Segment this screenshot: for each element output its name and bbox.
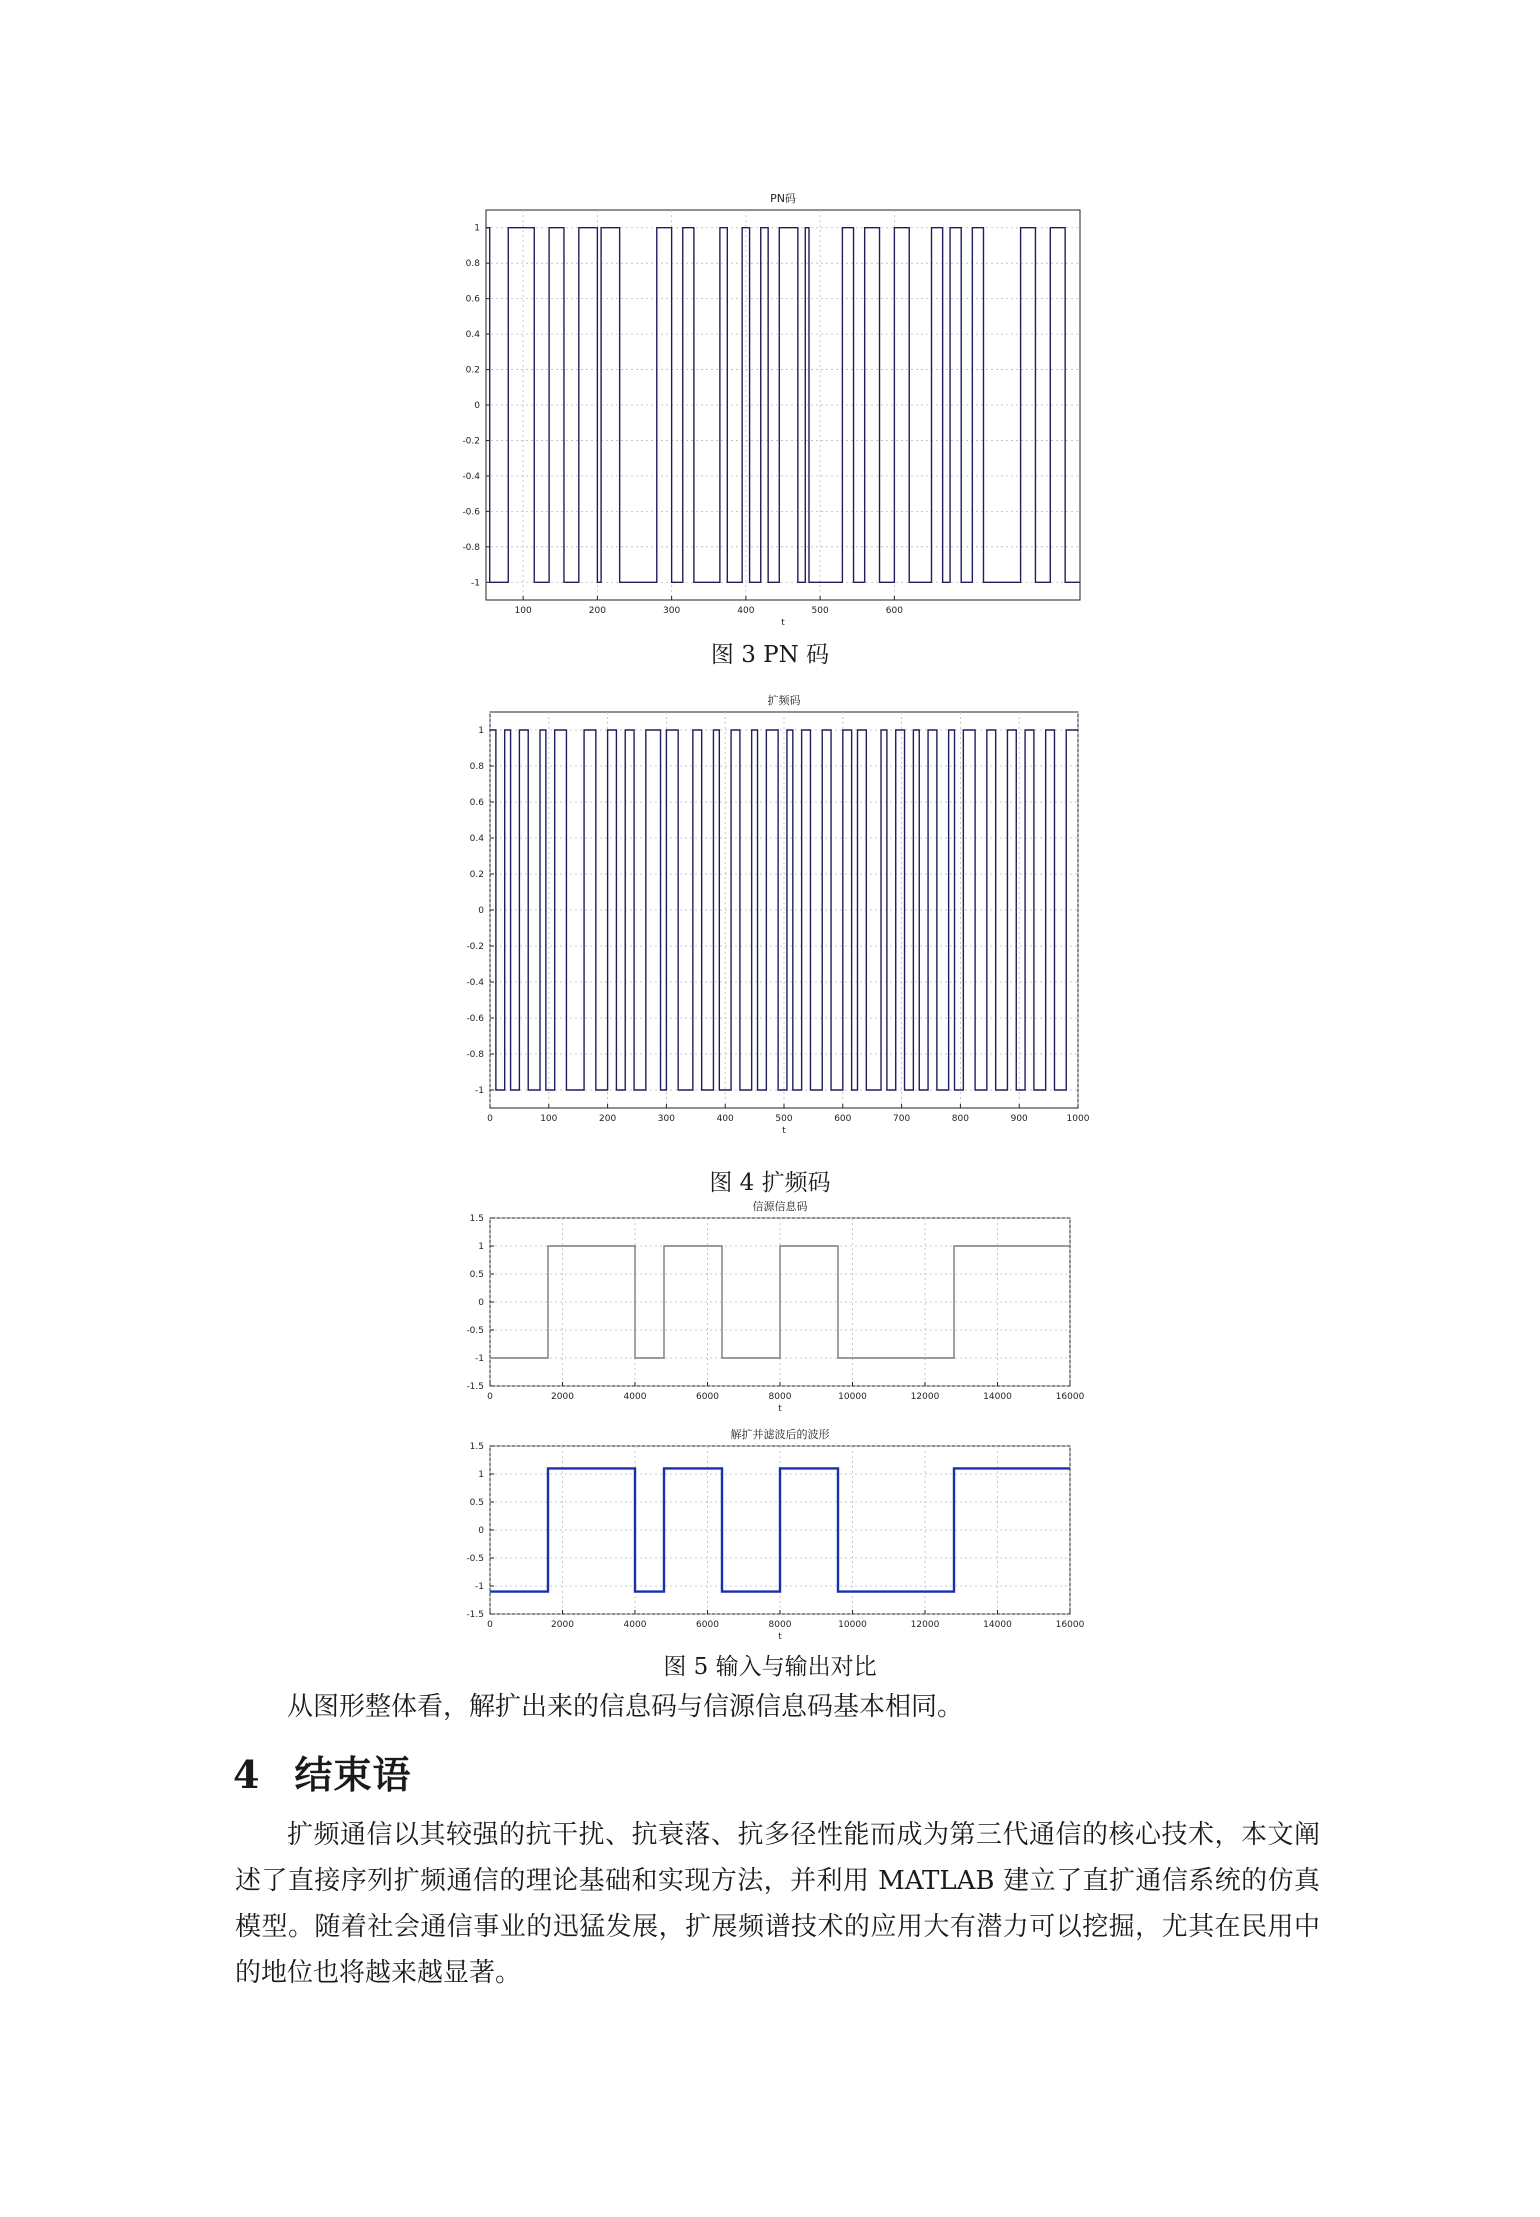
x-tick-label: 200: [599, 1114, 617, 1124]
section-title: 结束语: [294, 1752, 412, 1797]
section-number: 4: [233, 1752, 261, 1797]
y-tick-label: -0.6: [462, 507, 480, 518]
x-tick-label: 2000: [551, 1620, 574, 1630]
x-tick-label: 200: [588, 606, 606, 616]
x-tick-label: 14000: [983, 1392, 1012, 1402]
x-tick-label: 6000: [696, 1620, 719, 1630]
x-tick-label: 8000: [768, 1392, 792, 1402]
y-tick-label: -0.5: [466, 1554, 484, 1564]
conclusion-paragraph: 扩频通信以其较强的抗干扰、抗衰落、抗多径性能而成为第三代通信的核心技术，本文阐述了直接序列扩频通信的理论基础和实现方法，并利用 MATLAB 建立了直扩通信系统的仿真模型。随着社会通信事业的迅猛发展，扩展频谱技术的应用大有潜力可以挖掘，尤其在民用中的地位也将越来越显著。: [235, 1820, 1320, 1988]
y-tick-label: 0: [478, 906, 484, 916]
y-tick-label: 0: [474, 401, 480, 411]
y-tick-label: -0.4: [466, 978, 484, 988]
x-tick-label: 6000: [696, 1392, 719, 1402]
plot-title: 信源信息码: [752, 1200, 808, 1213]
figure-despread-filtered-wave: [460, 1428, 1090, 1643]
x-axis-label: t: [778, 1404, 782, 1414]
x-tick-label: 14000: [983, 1620, 1012, 1630]
y-tick-label: 1.5: [469, 1442, 484, 1452]
x-axis-label: t: [782, 1126, 786, 1136]
plot-title: 解扩并滤波后的波形: [730, 1428, 830, 1441]
y-tick-label: -1.5: [466, 1610, 484, 1620]
y-tick-label: 0.8: [465, 259, 480, 270]
y-tick-label: -1: [471, 578, 480, 589]
x-tick-label: 0: [487, 1114, 493, 1124]
plot-title: 扩频码: [767, 694, 801, 707]
y-tick-label: 0.4: [469, 834, 484, 844]
x-tick-label: 100: [540, 1114, 558, 1124]
figure-4-caption: 图 4 扩频码: [709, 1170, 831, 1196]
x-tick-label: 100: [514, 606, 532, 616]
figure-spread-code: [466, 690, 1090, 1140]
figure-3-caption: 图 3 PN 码: [710, 642, 830, 668]
y-tick-label: 0.6: [469, 798, 484, 808]
y-tick-label: -0.2: [462, 436, 480, 447]
x-tick-label: 12000: [910, 1392, 940, 1402]
y-tick-label: -0.5: [466, 1326, 484, 1336]
x-tick-label: 16000: [1055, 1392, 1085, 1402]
x-tick-label: 0: [487, 1620, 493, 1630]
y-tick-label: -1: [475, 1086, 484, 1096]
y-tick-label: -0.2: [466, 942, 484, 952]
x-tick-label: 2000: [551, 1392, 574, 1402]
y-tick-label: 0.2: [469, 870, 484, 880]
y-tick-label: -1.5: [466, 1382, 484, 1392]
y-tick-label: -1: [475, 1582, 484, 1592]
x-tick-label: 400: [737, 606, 755, 616]
x-tick-label: 4000: [623, 1620, 647, 1630]
summary-sentence: 从图形整体看，解扩出来的信息码与信源信息码基本相同。: [287, 1692, 964, 1722]
x-tick-label: 400: [716, 1114, 734, 1124]
x-tick-label: 300: [663, 606, 681, 616]
x-axis-label: t: [781, 618, 785, 628]
y-tick-label: -0.6: [466, 1014, 484, 1024]
y-tick-label: -0.4: [462, 471, 480, 482]
y-tick-label: 0.4: [465, 330, 480, 341]
y-tick-label: -0.8: [462, 542, 480, 553]
y-tick-label: 1: [474, 223, 480, 234]
x-tick-label: 700: [893, 1114, 911, 1124]
y-tick-label: 0.6: [465, 294, 480, 305]
x-tick-label: 500: [811, 606, 829, 616]
figure-5-caption: 图 5 输入与输出对比: [663, 1654, 877, 1680]
x-tick-label: 900: [1010, 1114, 1028, 1124]
x-tick-label: 600: [885, 606, 903, 616]
plot-title: PN码: [770, 192, 796, 205]
y-tick-label: 0: [478, 1526, 484, 1536]
x-tick-label: 10000: [838, 1392, 867, 1402]
y-tick-label: 0.8: [469, 762, 484, 772]
figure-pn-code: [462, 190, 1090, 630]
figure-source-info-code: [460, 1200, 1090, 1414]
x-tick-label: 16000: [1055, 1620, 1085, 1630]
x-tick-label: 12000: [910, 1620, 940, 1630]
x-tick-label: 4000: [623, 1392, 647, 1402]
y-tick-label: 0.2: [465, 365, 480, 376]
y-tick-label: 1: [478, 726, 484, 736]
y-tick-label: -1: [475, 1354, 484, 1364]
x-tick-label: 500: [775, 1114, 793, 1124]
y-tick-label: 0: [478, 1298, 484, 1308]
x-tick-label: 600: [834, 1114, 852, 1124]
x-tick-label: 300: [657, 1114, 675, 1124]
x-tick-label: 0: [487, 1392, 493, 1402]
y-tick-label: 0.5: [469, 1498, 484, 1508]
x-tick-label: 800: [951, 1114, 969, 1124]
x-tick-label: 1000: [1066, 1114, 1090, 1124]
x-tick-label: 8000: [768, 1620, 792, 1630]
section-heading: [233, 1752, 411, 1798]
x-tick-label: 10000: [838, 1620, 867, 1630]
y-tick-label: 1.5: [469, 1214, 484, 1224]
x-axis-label: t: [778, 1632, 782, 1642]
y-tick-label: -0.8: [466, 1050, 484, 1060]
y-tick-label: 1: [478, 1242, 484, 1252]
y-tick-label: 0.5: [469, 1270, 484, 1280]
y-tick-label: 1: [478, 1470, 484, 1480]
